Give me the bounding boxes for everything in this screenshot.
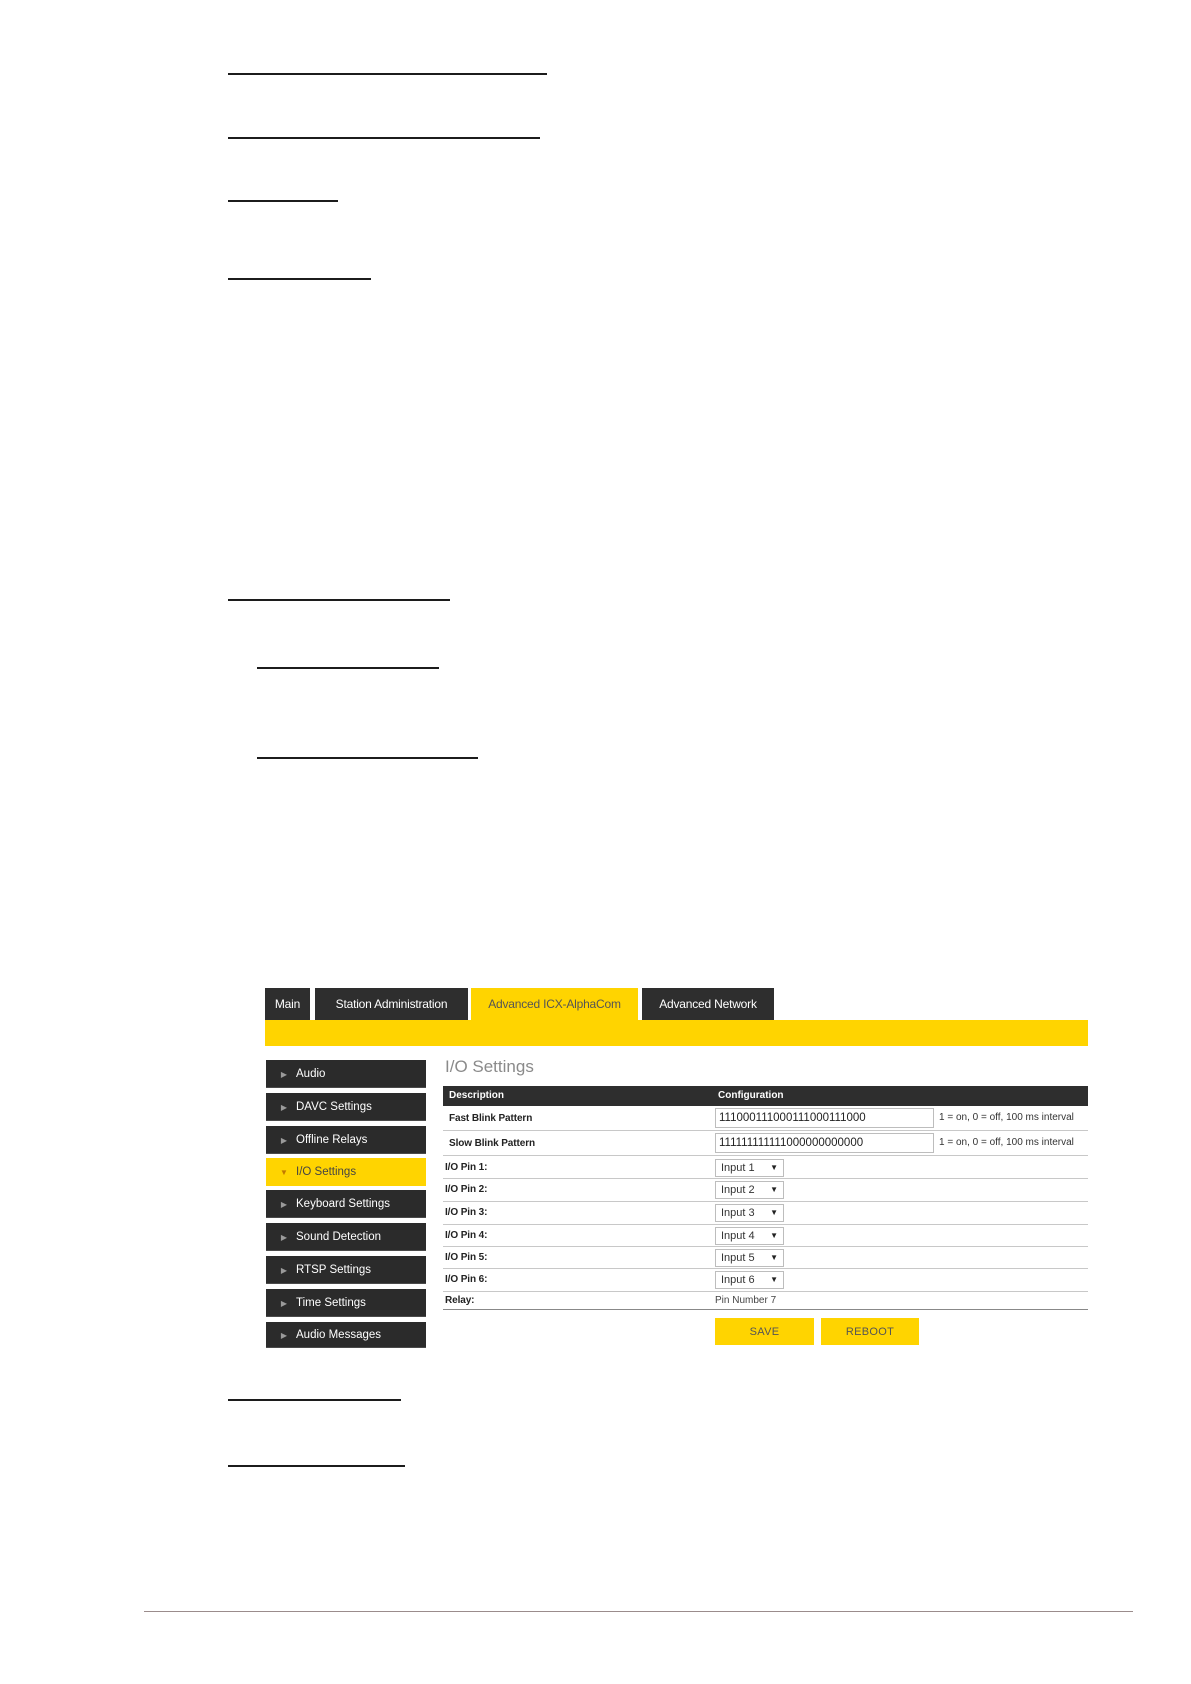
sidebar-item-label: Audio Messages <box>296 1329 382 1341</box>
underline-rule <box>257 757 478 759</box>
chevron-right-icon: ▶ <box>280 1232 288 1242</box>
table-row <box>443 1157 1088 1179</box>
io-pin-1-select[interactable] <box>715 1159 784 1177</box>
io-pin-5-label: I/O Pin 5: <box>445 1252 488 1263</box>
sidebar-item-label: DAVC Settings <box>296 1101 372 1113</box>
page-title: I/O Settings <box>445 1057 534 1076</box>
table-row <box>443 1106 1088 1131</box>
table-row <box>443 1131 1088 1156</box>
sidebar-item-offline-relays[interactable] <box>266 1126 426 1154</box>
tab-label: Main <box>274 997 301 1011</box>
select-value: Input 3 <box>721 1207 755 1219</box>
caret-down-icon: ▼ <box>770 1231 778 1240</box>
io-pin-4-select[interactable] <box>715 1227 784 1245</box>
settings-panel <box>443 988 1088 1348</box>
underline-rule <box>228 73 547 75</box>
caret-down-icon: ▼ <box>770 1208 778 1217</box>
sidebar-item-audio[interactable] <box>266 1060 426 1088</box>
table-row <box>443 1225 1088 1247</box>
reboot-button[interactable]: REBOOT <box>821 1318 919 1345</box>
tab-label: Advanced ICX-AlphaCom <box>488 997 621 1011</box>
chevron-right-icon: ▶ <box>280 1135 288 1145</box>
io-pin-6-label: I/O Pin 6: <box>445 1274 488 1285</box>
tab-label: Advanced Network <box>659 997 757 1011</box>
sidebar-item-label: Sound Detection <box>296 1231 382 1243</box>
underline-rule <box>228 1399 401 1401</box>
select-value: Input 1 <box>721 1162 755 1174</box>
sidebar-item-label: Audio <box>296 1068 326 1080</box>
chevron-right-icon: ▶ <box>280 1102 288 1112</box>
relay-label: Relay: <box>445 1295 475 1306</box>
footer-divider <box>144 1611 1133 1612</box>
sidebar-item-davc-settings[interactable] <box>266 1093 426 1121</box>
table-row <box>443 1269 1088 1292</box>
underline-rule <box>257 667 439 669</box>
caret-down-icon: ▼ <box>280 1167 288 1177</box>
io-pin-5-select[interactable] <box>715 1249 784 1267</box>
sidebar-item-label: Offline Relays <box>296 1134 368 1146</box>
sidebar-item-sound-detection[interactable] <box>266 1223 426 1251</box>
select-value: Input 2 <box>721 1184 755 1196</box>
underline-rule <box>228 599 450 601</box>
io-pin-6-select[interactable] <box>715 1271 784 1289</box>
sidebar-item-keyboard-settings[interactable] <box>266 1190 426 1218</box>
chevron-right-icon: ▶ <box>280 1265 288 1275</box>
chevron-right-icon: ▶ <box>280 1298 288 1308</box>
slow-blink-label: Slow Blink Pattern <box>449 1138 535 1149</box>
sidebar-item-time-settings[interactable] <box>266 1289 426 1317</box>
caret-down-icon: ▼ <box>770 1275 778 1284</box>
caret-down-icon: ▼ <box>770 1185 778 1194</box>
sidebar-item-label: RTSP Settings <box>296 1264 372 1276</box>
sidebar-item-label: Time Settings <box>296 1297 366 1309</box>
sidebar-item-rtsp-settings[interactable] <box>266 1256 426 1284</box>
io-settings-screenshot <box>265 988 1088 1348</box>
underline-rule <box>228 200 338 202</box>
slow-blink-pattern-input[interactable] <box>715 1133 934 1153</box>
table-row <box>443 1292 1088 1310</box>
sidebar-item-label: Keyboard Settings <box>296 1198 390 1210</box>
select-value: Input 6 <box>721 1274 755 1286</box>
tab-label: Station Administration <box>335 997 448 1011</box>
io-pin-4-label: I/O Pin 4: <box>445 1230 488 1241</box>
column-header-description: Description <box>449 1090 505 1101</box>
column-header-configuration: Configuration <box>718 1090 784 1101</box>
underline-rule <box>228 278 371 280</box>
select-value: Input 4 <box>721 1230 755 1242</box>
fast-blink-pattern-input[interactable] <box>715 1108 934 1128</box>
chevron-right-icon: ▶ <box>280 1069 288 1079</box>
relay-value: Pin Number 7 <box>715 1295 777 1306</box>
fast-blink-note: 1 = on, 0 = off, 100 ms interval <box>939 1112 1074 1123</box>
caret-down-icon: ▼ <box>770 1253 778 1262</box>
io-pin-2-label: I/O Pin 2: <box>445 1184 488 1195</box>
underline-rule <box>228 1465 405 1467</box>
chevron-right-icon: ▶ <box>280 1330 288 1340</box>
slow-blink-note: 1 = on, 0 = off, 100 ms interval <box>939 1137 1074 1148</box>
chevron-right-icon: ▶ <box>280 1199 288 1209</box>
save-button[interactable]: SAVE <box>715 1318 814 1345</box>
table-row <box>443 1179 1088 1202</box>
io-pin-3-label: I/O Pin 3: <box>445 1207 488 1218</box>
io-pin-2-select[interactable] <box>715 1181 784 1199</box>
caret-down-icon: ▼ <box>770 1163 778 1172</box>
fast-blink-label: Fast Blink Pattern <box>449 1113 533 1124</box>
sidebar-item-audio-messages[interactable] <box>266 1322 426 1348</box>
sidebar-item-io-settings[interactable] <box>266 1158 426 1186</box>
underline-rule <box>228 137 540 139</box>
select-value: Input 5 <box>721 1252 755 1264</box>
table-row <box>443 1247 1088 1269</box>
table-header <box>443 1086 1088 1106</box>
io-pin-1-label: I/O Pin 1: <box>445 1162 488 1173</box>
io-pin-3-select[interactable] <box>715 1204 784 1222</box>
table-row <box>443 1202 1088 1225</box>
sidebar-item-label: I/O Settings <box>296 1166 357 1178</box>
tab-main[interactable] <box>265 988 310 1020</box>
